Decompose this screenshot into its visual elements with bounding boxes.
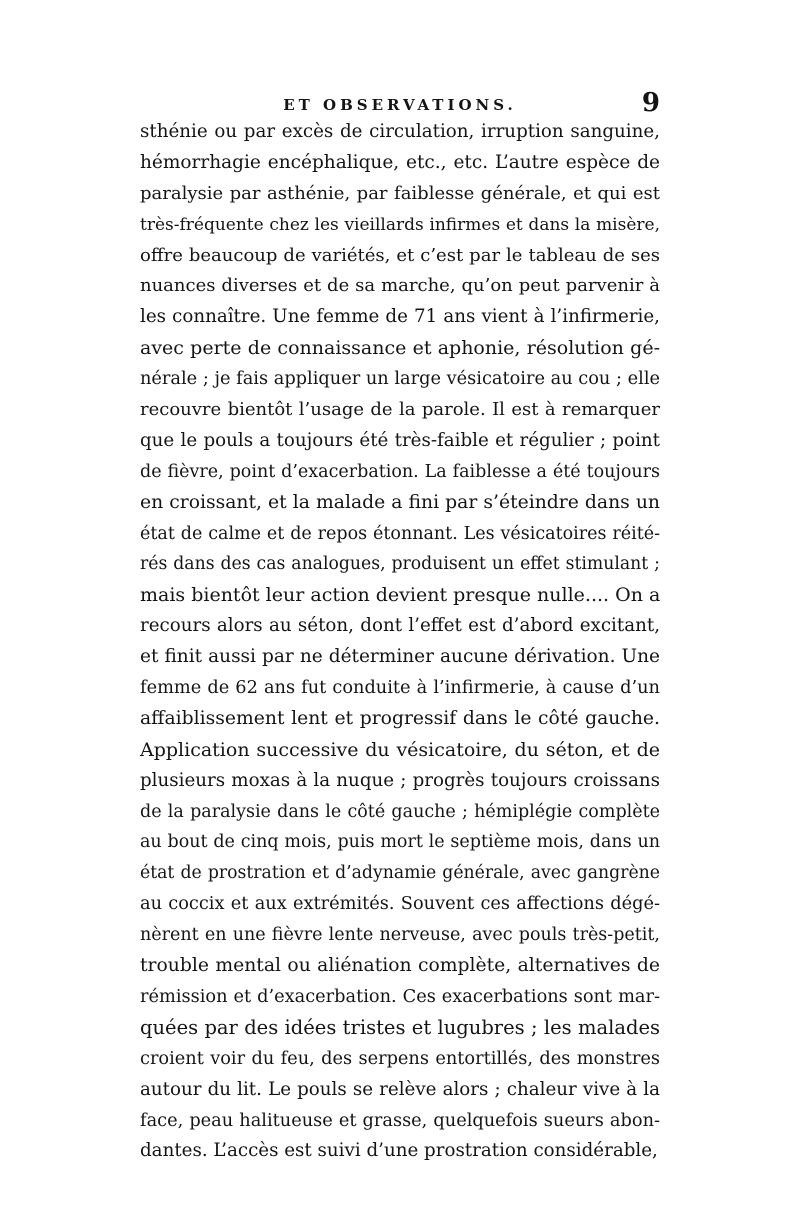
text-line: autour du lit. Le pouls se relève alors ; chaleur vive à la xyxy=(140,1078,660,1100)
text-line: offre beaucoup de variétés, et c’est par le tableau de ses xyxy=(140,244,660,266)
text-line: en croissant, et la malade a fini par s’éteindre dans un xyxy=(140,491,660,513)
text-line: Application successive du vésicatoire, du séton, et de xyxy=(140,738,660,761)
text-line: croient voir du feu, des serpens entortillés, des monstres xyxy=(140,1048,660,1069)
text-line: au bout de cinq mois, puis mort le septième mois, dans un xyxy=(140,832,660,853)
text-line: de fièvre, point d’exacerbation. La faiblesse a été toujours xyxy=(140,461,660,482)
text-line: dantes. L’accès est suivi d’une prostration considérable, xyxy=(140,1140,658,1162)
text-line: paralysie par asthénie, par faiblesse générale, et qui est xyxy=(140,182,660,204)
text-line: femme de 62 ans fut conduite à l’infirmerie, à cause d’un xyxy=(140,678,660,699)
text-line: rémission et d’exacerbation. Ces exacerbations sont mar- xyxy=(140,986,660,1007)
body-text xyxy=(140,117,660,1167)
text-line: rés dans des cas analogues, produisent un effet stimulant ; xyxy=(140,554,660,575)
page-number: 9 xyxy=(641,88,660,118)
text-line: hémorrhagie encéphalique, etc., etc. L’autre espèce de xyxy=(140,151,660,173)
text-line: que le pouls a toujours été très-faible et régulier ; point xyxy=(140,429,660,451)
text-line: trouble mental ou aliénation complète, alternatives de xyxy=(140,955,660,977)
text-line: mais bientôt leur action devient presque nulle.... On a xyxy=(140,584,661,607)
text-line: état de calme et de repos étonnant. Les vésicatoires réité- xyxy=(140,523,660,544)
text-line: très-fréquente chez les vieillards infirmes et dans la misère, xyxy=(140,214,660,235)
running-title: ET OBSERVATIONS. xyxy=(283,96,517,114)
text-line: nèrent en une fièvre lente nerveuse, avec pouls très-petit, xyxy=(140,925,660,946)
text-line: recours alors au séton, dont l’effet est d’abord excitant, xyxy=(140,615,660,637)
text-line: plusieurs moxas à la nuque ; progrès toujours croissans xyxy=(140,769,660,791)
text-line: de la paralysie dans le côté gauche ; hémiplégie complète xyxy=(140,801,660,822)
text-line: recouvre bientôt l’usage de la parole. Il est à remarquer xyxy=(140,399,660,421)
text-line: avec perte de connaissance et aphonie, résolution gé- xyxy=(140,337,660,360)
text-line: quées par des idées tristes et lugubres ; les malades xyxy=(140,1015,660,1039)
text-line: et finit aussi par ne déterminer aucune dérivation. Une xyxy=(140,646,660,668)
text-line: nérale ; je fais appliquer un large vésicatoire au cou ; elle xyxy=(140,369,660,390)
text-line: les connaître. Une femme de 71 ans vient à l’infirmerie, xyxy=(140,306,660,328)
text-line: face, peau halitueuse et grasse, quelquefois sueurs abon- xyxy=(140,1110,660,1131)
text-line: au coccix et aux extrémités. Souvent ces affections dégé- xyxy=(140,894,660,915)
text-line: nuances diverses et de sa marche, qu’on peut parvenir à xyxy=(140,275,660,297)
text-line: sthénie ou par excès de circulation, irruption sanguine, xyxy=(140,121,660,142)
text-line: affaiblissement lent et progressif dans le côté gauche. xyxy=(140,707,660,729)
text-line: état de prostration et d’adynamie générale, avec gangrène xyxy=(140,863,660,884)
